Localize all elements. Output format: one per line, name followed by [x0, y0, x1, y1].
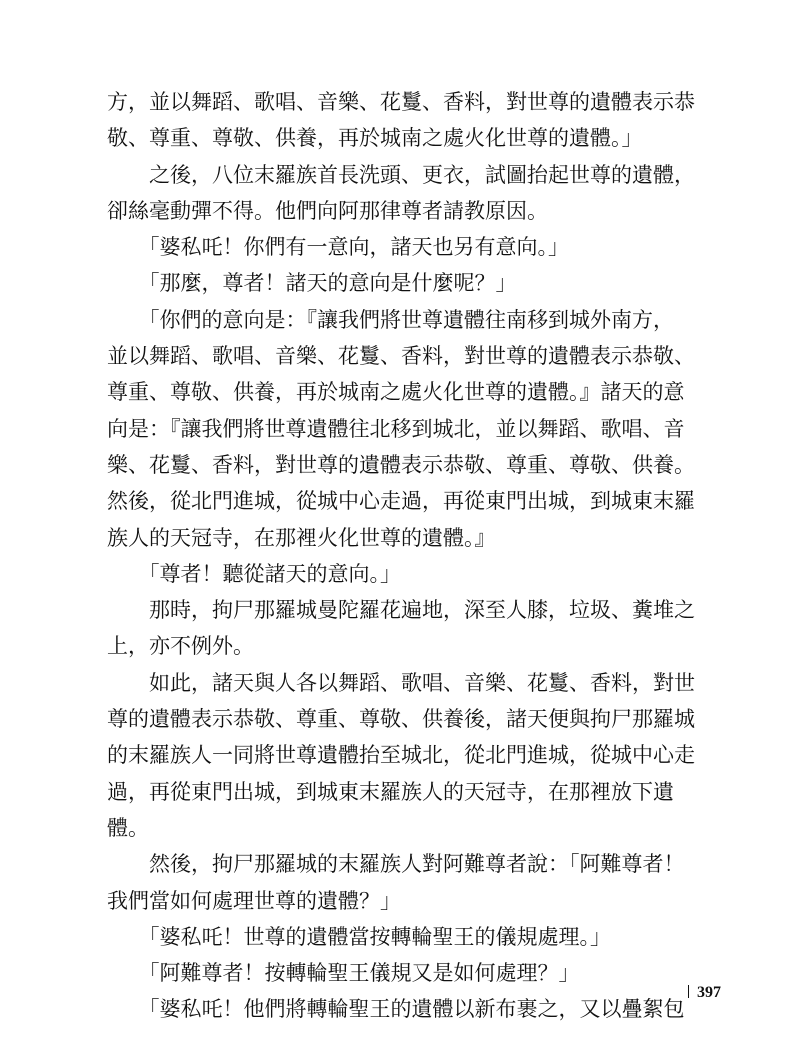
text-line: 我們當如何處理世尊的遺體？」 [107, 888, 401, 913]
text-line: 族人的天冠寺，在那裡火化世尊的遺體。』 [107, 525, 496, 550]
page-number-value: 397 [697, 984, 721, 1001]
text-line: 「尊者！聽從諸天的意向。」 [107, 561, 401, 586]
page-number [688, 984, 721, 1002]
text-line: 尊的遺體表示恭敬、尊重、尊敬、供養後，諸天便與拘尸那羅城 [107, 707, 695, 732]
text-line: 「婆私吒！世尊的遺體當按轉輪聖王的儀規處理。」 [107, 924, 611, 949]
text-line: 並以舞蹈、歌唱、音樂、花鬘、香料，對世尊的遺體表示恭敬、 [107, 344, 695, 369]
text-line: 方，並以舞蹈、歌唱、音樂、花鬘、香料，對世尊的遺體表示恭 [107, 90, 695, 114]
text-line: 上，亦不例外。 [107, 634, 254, 659]
text-line: 樂、花鬘、香料，對世尊的遺體表示恭敬、尊重、尊敬、供養。 [107, 452, 695, 477]
text-line: 「婆私吒！他們將轉輪聖王的遺體以新布裹之，又以疊絮包 [107, 997, 685, 1022]
text-line: 「阿難尊者！按轉輪聖王儀規又是如何處理？」 [107, 961, 580, 986]
text-line: 體。 [107, 815, 149, 840]
text-line: 「婆私吒！你們有一意向，諸天也另有意向。」 [107, 235, 569, 260]
body-text [107, 84, 717, 1028]
text-line: 那時，拘尸那羅城曼陀羅花遍地，深至人膝，垃圾、糞堆之 [107, 598, 695, 623]
page-number-rule [688, 985, 689, 998]
text-line: 如此，諸天與人各以舞蹈、歌唱、音樂、花鬘、香料，對世 [107, 670, 695, 695]
text-line: 然後，從北門進城，從城中心走過，再從東門出城，到城東末羅 [107, 489, 695, 514]
text-line: 過，再從東門出城，到城東末羅族人的天冠寺，在那裡放下遺 [107, 779, 674, 804]
text-line: 然後，拘尸那羅城的末羅族人對阿難尊者說：「阿難尊者！ [107, 852, 685, 877]
text-line: 卻絲毫動彈不得。他們向阿那律尊者請教原因。 [107, 198, 548, 223]
text-line: 尊重、尊敬、供養，再於城南之處火化世尊的遺體。』諸天的意 [107, 380, 685, 405]
text-line: 敬、尊重、尊敬、供養，再於城南之處火化世尊的遺體。」 [107, 126, 643, 151]
text-line: 之後，八位末羅族首長洗頭、更衣，試圖抬起世尊的遺體， [107, 162, 695, 187]
text-line: 「那麼，尊者！諸天的意向是什麼呢？」 [107, 271, 517, 296]
text-line: 「你們的意向是：『讓我們將世尊遺體往南移到城外南方， [107, 307, 674, 332]
text-line: 向是：『讓我們將世尊遺體往北移到城北，並以舞蹈、歌唱、音 [107, 416, 685, 441]
text-line: 的末羅族人一同將世尊遺體抬至城北，從北門進城，從城中心走 [107, 743, 695, 768]
